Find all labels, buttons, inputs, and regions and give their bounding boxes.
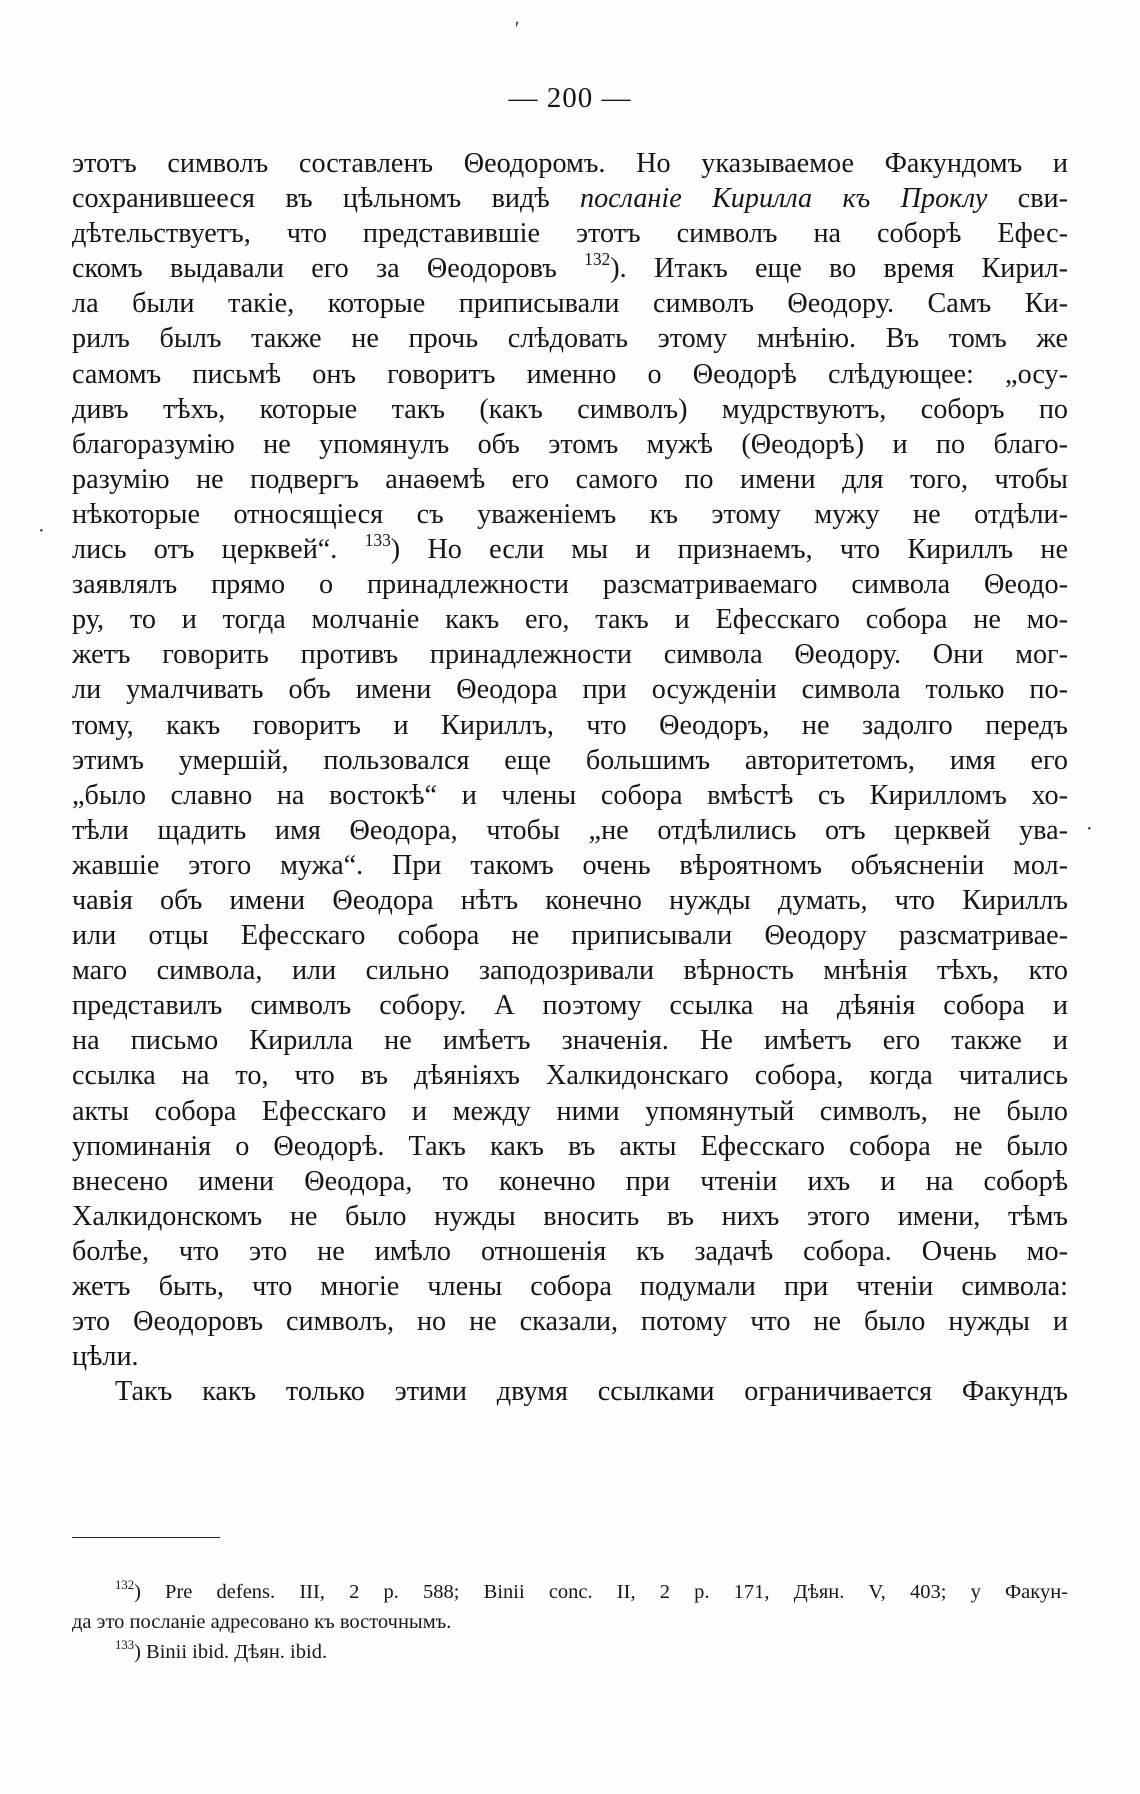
- footnote-133-line: [72, 1637, 1068, 1667]
- text-line: рилъ былъ также не прочь слѣдовать этому мнѣнію. Въ томъ же: [72, 323, 1068, 355]
- footnote-mark-133: 133: [115, 1638, 135, 1653]
- text-line: упоминанія о Θеодорѣ. Такъ какъ въ акты Ефесскаго собора не было: [72, 1130, 1068, 1162]
- text-line: жавшіе этого мужа“. При такомъ очень вѣроятномъ объясненіи мол-: [72, 849, 1068, 881]
- italic-title: посланіе Кирилла къ Проклу: [579, 183, 988, 215]
- text-line: или отцы Ефесскаго собора не приписывали Θеодору разсматривае-: [72, 920, 1068, 952]
- print-speck: ʹ: [515, 18, 520, 40]
- text-line: ли умалчивать объ имени Θеодора при осужденіи символа только по-: [72, 674, 1068, 706]
- text-line: тѣли щадить имя Θеодора, чтобы „не отдѣлились отъ церквей ува-: [72, 814, 1068, 846]
- text-line: жетъ быть, что многіе члены собора подумали при чтеніи символа:: [72, 1271, 1068, 1302]
- text-line: представилъ символъ собору. А поэтому ссылка на дѣянія собора и: [72, 990, 1068, 1022]
- text-line: это Θеодоровъ символъ, но не сказали, потому что не было нужды и: [72, 1306, 1068, 1338]
- text-line: „было славно на востокѣ“ и члены собора вмѣстѣ съ Кирилломъ хо-: [72, 779, 1068, 811]
- text-line: благоразумію не упомянулъ объ этомъ мужѣ (Θеодорѣ) и по благо-: [72, 428, 1068, 460]
- footnote-ref-132: 132: [584, 249, 611, 270]
- text-line: [72, 181, 1068, 216]
- text-segment: лись отъ церквей“.: [72, 534, 365, 566]
- text-line: нѣкоторые относящіеся съ уваженіемъ къ этому мужу не отдѣли-: [72, 498, 1068, 530]
- text-segment: ) Но если мы и признаемъ, что Кириллъ не: [390, 534, 1068, 566]
- text-line: жетъ говорить противъ принадлежности символа Θеодору. Они мог-: [72, 639, 1068, 671]
- footnote-separator: [72, 1537, 220, 1538]
- text-line: ру, то и тогда молчаніе какъ его, такъ и Ефесскаго собора не мо-: [72, 604, 1068, 636]
- text-line: этимъ умершій, пользовался еще большимъ авторитетомъ, имя его: [72, 744, 1068, 776]
- text-line: Халкидонскомъ не было нужды вносить въ нихъ этого имени, тѣмъ: [72, 1200, 1068, 1232]
- text-line: заявлялъ прямо о принадлежности разсматриваемаго символа Θеодо-: [72, 569, 1068, 601]
- text-line: тому, какъ говоритъ и Кириллъ, что Θеодоръ, не задолго передъ: [72, 709, 1068, 741]
- text-line: этотъ символъ составленъ Θеодоромъ. Но указываемое Факундомъ и: [72, 148, 1068, 179]
- text-segment: сви-: [987, 183, 1069, 215]
- text-line: внесено имени Θеодора, то конечно при чтеніи ихъ и на соборѣ: [72, 1165, 1068, 1197]
- text-line: ла были такіе, которые приписывали символъ Θеодору. Самъ Ки-: [72, 288, 1068, 320]
- text-line: болѣе, что это не имѣло отношенія къ задачѣ собора. Очень мо-: [72, 1235, 1068, 1267]
- text-segment: скомъ выдавали его за Θеодоровъ: [72, 253, 585, 285]
- text-segment: сохранившееся въ цѣльномъ видѣ: [72, 183, 580, 215]
- main-text: [72, 146, 1068, 1409]
- text-line: [72, 529, 1068, 567]
- footnotes: [72, 1577, 1068, 1667]
- text-line: самомъ письмѣ онъ говоритъ именно о Θеодорѣ слѣдующее: „осу-: [72, 358, 1068, 390]
- text-line: ссылка на то, что въ дѣяніяхъ Халкидонскаго собора, когда читались: [72, 1060, 1068, 1092]
- print-speck: ·: [1086, 818, 1093, 840]
- text-line: дивъ тѣхъ, которые такъ (какъ символъ) мудрствуютъ, соборъ по: [72, 393, 1068, 425]
- footnote-text: ) Binii ibid. Дѣян. ibid.: [134, 1641, 328, 1663]
- text-line: дѣтельствуетъ, что представившіе этотъ символъ на соборѣ Ефес-: [72, 218, 1068, 250]
- footnote-132-line: да это посланіе адресовано къ восточнымъ.: [72, 1611, 452, 1633]
- text-line: акты собора Ефесскаго и между ними упомянутый символъ, не было: [72, 1095, 1068, 1127]
- page-number: — 200 —: [508, 82, 632, 114]
- paragraph-start-line: Такъ какъ только этими двумя ссылками ограничивается Факундъ: [115, 1376, 1068, 1408]
- text-line: разумію не подвергъ анаѳемѣ его самого по имени для того, чтобы: [72, 463, 1068, 495]
- text-line: чавія объ имени Θеодора нѣтъ конечно нужды думать, что Кириллъ: [72, 884, 1068, 916]
- print-speck: ·: [38, 520, 45, 542]
- footnote-ref-133: 133: [364, 529, 391, 550]
- text-line: на письмо Кирилла не имѣетъ значенія. Не имѣетъ его также и: [72, 1025, 1068, 1057]
- text-segment: ). Итакъ еще во время Кирил-: [610, 253, 1068, 285]
- footnote-132-line: [72, 1577, 1068, 1607]
- footnote-mark-132: 132: [115, 1578, 135, 1593]
- text-line: цѣли.: [72, 1341, 139, 1373]
- text-line: маго символа, или сильно заподозривали вѣрность мнѣнія тѣхъ, кто: [72, 955, 1068, 987]
- footnote-text: ) Pre defens. III, 2 p. 588; Binii conc. II, 2 p. 171, Дѣян. V, 403; у Факун-: [134, 1581, 1068, 1603]
- text-line: [72, 251, 1068, 286]
